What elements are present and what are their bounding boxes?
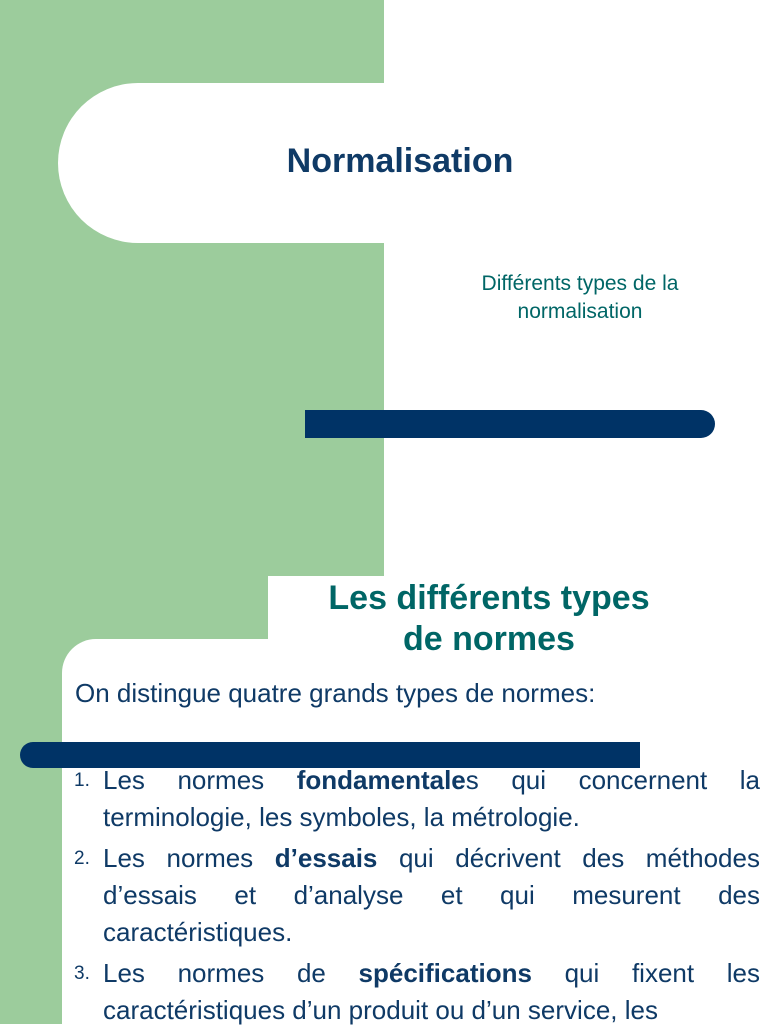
slide2-title-line2: de normes [403, 620, 575, 658]
list-item-text-after: qui fixent les caractéristiques d’un produit ou d’un service, les [103, 958, 760, 1025]
list-item [74, 955, 760, 1029]
list-item-text-before: Les normes de [103, 958, 359, 988]
list-item-number: 2. [74, 848, 90, 869]
slide-subtitle: Différents types de la normalisation [481, 272, 679, 323]
list-item-text-after: s qui concernent la terminologie, les symboles, la métrologie. [103, 765, 760, 832]
list-item-number: 3. [74, 963, 90, 984]
list-item-text-after: qui décrivent des méthodes d’essais et d’analyse et qui mesurent des caractéristiques. [103, 843, 760, 947]
list-item-term: fondamentale [296, 765, 466, 795]
slide2-title [268, 578, 710, 660]
list-item [74, 762, 760, 836]
intro-text: On distingue quatre grands types de normes: [75, 678, 596, 708]
list-item-number: 1. [74, 770, 90, 791]
list-item-term: d’essais [274, 843, 378, 873]
slide-title: Normalisation [286, 142, 514, 180]
list-item-text-before: Les normes [103, 843, 275, 873]
slide2-title-line1: Les différents types [328, 579, 650, 617]
norm-types-list [74, 762, 760, 1033]
list-item-text-before: Les normes [103, 765, 297, 795]
list-item-term: spécifications [358, 958, 532, 988]
list-item [74, 840, 760, 951]
decorative-bar [305, 410, 715, 438]
